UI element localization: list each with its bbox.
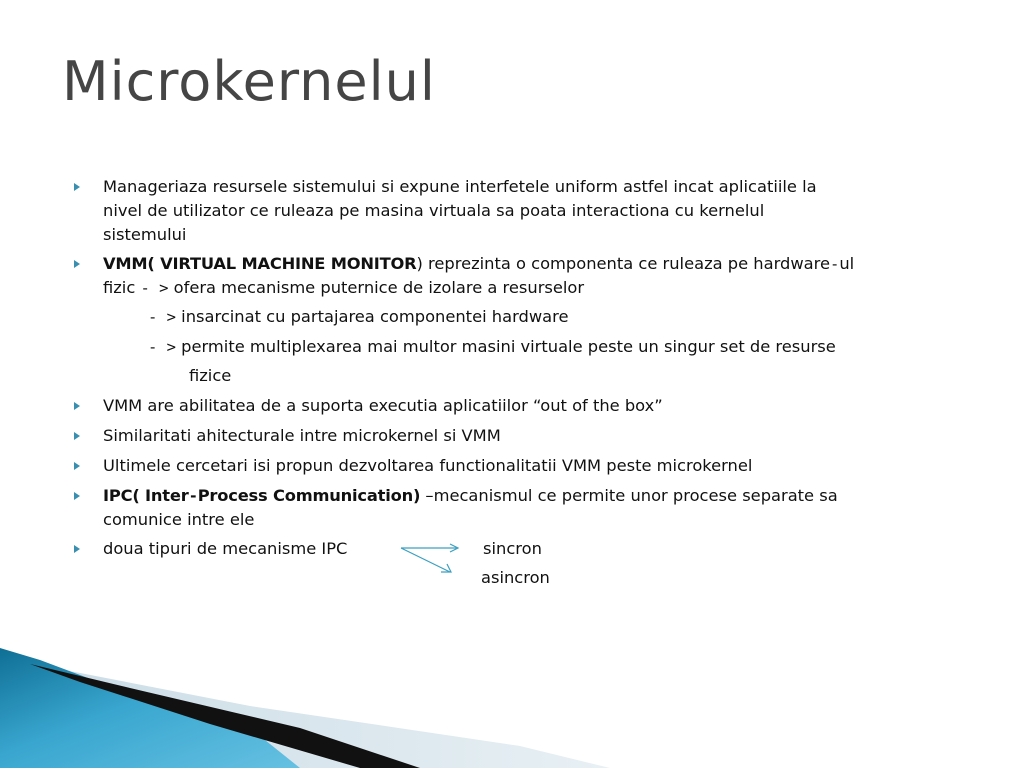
slide-title: Microkernelul: [62, 50, 436, 113]
bullet-research: Ultimele cercetari isi propun dezvoltarea functionalitatii VMM peste microkernel: [103, 456, 753, 475]
bullet-ipc-definition: [103, 484, 983, 532]
ipc-term: [103, 486, 420, 505]
triangle-right-icon: [73, 401, 81, 411]
arrow-text: - >: [148, 308, 176, 326]
dash: –: [420, 486, 434, 505]
bullet-line: [103, 252, 983, 276]
bullet-line: nivel de utilizator ce ruleaza pe masina virtuala sa poata interactiona cu kernelul: [103, 201, 765, 220]
bullet-line: [103, 484, 983, 508]
text-span: insarcinat cu partajarea componentei hardware: [176, 307, 569, 326]
arrow-text: - >: [148, 338, 176, 356]
text-span: ) reprezinta o componenta ce ruleaza pe hardware: [416, 254, 830, 273]
bullet-ipc-types: doua tipuri de mecanisme IPC: [103, 539, 348, 558]
dash: -: [830, 255, 840, 273]
arrow-text: - >: [140, 279, 169, 297]
triangle-right-icon: [73, 259, 81, 269]
text-span: mecanismul ce permite unor procese separate sa: [433, 486, 838, 505]
triangle-right-icon: [73, 544, 81, 554]
bullet-line: [103, 276, 983, 300]
sub-item-continuation: fizice: [189, 366, 232, 385]
vmm-term: VMM( VIRTUAL MACHINE MONITOR: [103, 254, 417, 273]
text-span: permite multiplexarea mai multor masini virtuale peste un singur set de resurse: [176, 337, 836, 356]
bullet-similarities: Similaritati ahitecturale intre microkernel si VMM: [103, 426, 501, 445]
ipc-type-sync: sincron: [483, 539, 542, 558]
triangle-right-icon: [73, 431, 81, 441]
bullet-vmm-ability: VMM are abilitatea de a suporta executia aplicatiilor “out of the box”: [103, 396, 663, 415]
text-span: IPC( Inter: [103, 486, 189, 505]
bullet-vmm-definition: [103, 252, 983, 300]
bullet-line: comunice intre ele: [103, 510, 255, 529]
dash: -: [188, 487, 198, 505]
bullet-line: Manageriaza resursele sistemului si expune interfetele uniform astfel incat aplicatiile la: [103, 177, 817, 196]
sub-item-hardware-sharing: [148, 305, 568, 329]
sub-item-multiplexing: [148, 335, 836, 359]
triangle-right-icon: [73, 491, 81, 501]
text-span: fizic: [103, 278, 141, 297]
decorative-swoosh: [0, 600, 1024, 768]
ipc-type-async: asincron: [481, 568, 550, 587]
branch-arrows-icon: [397, 538, 467, 578]
bullet-line: sistemului: [103, 225, 187, 244]
triangle-right-icon: [73, 182, 81, 192]
triangle-right-icon: [73, 461, 81, 471]
text-span: ul: [839, 254, 855, 273]
text-span: Process Communication): [197, 486, 421, 505]
text-span: ofera mecanisme puternice de izolare a resurselor: [168, 278, 585, 297]
bullet-resource-management: [103, 175, 983, 247]
